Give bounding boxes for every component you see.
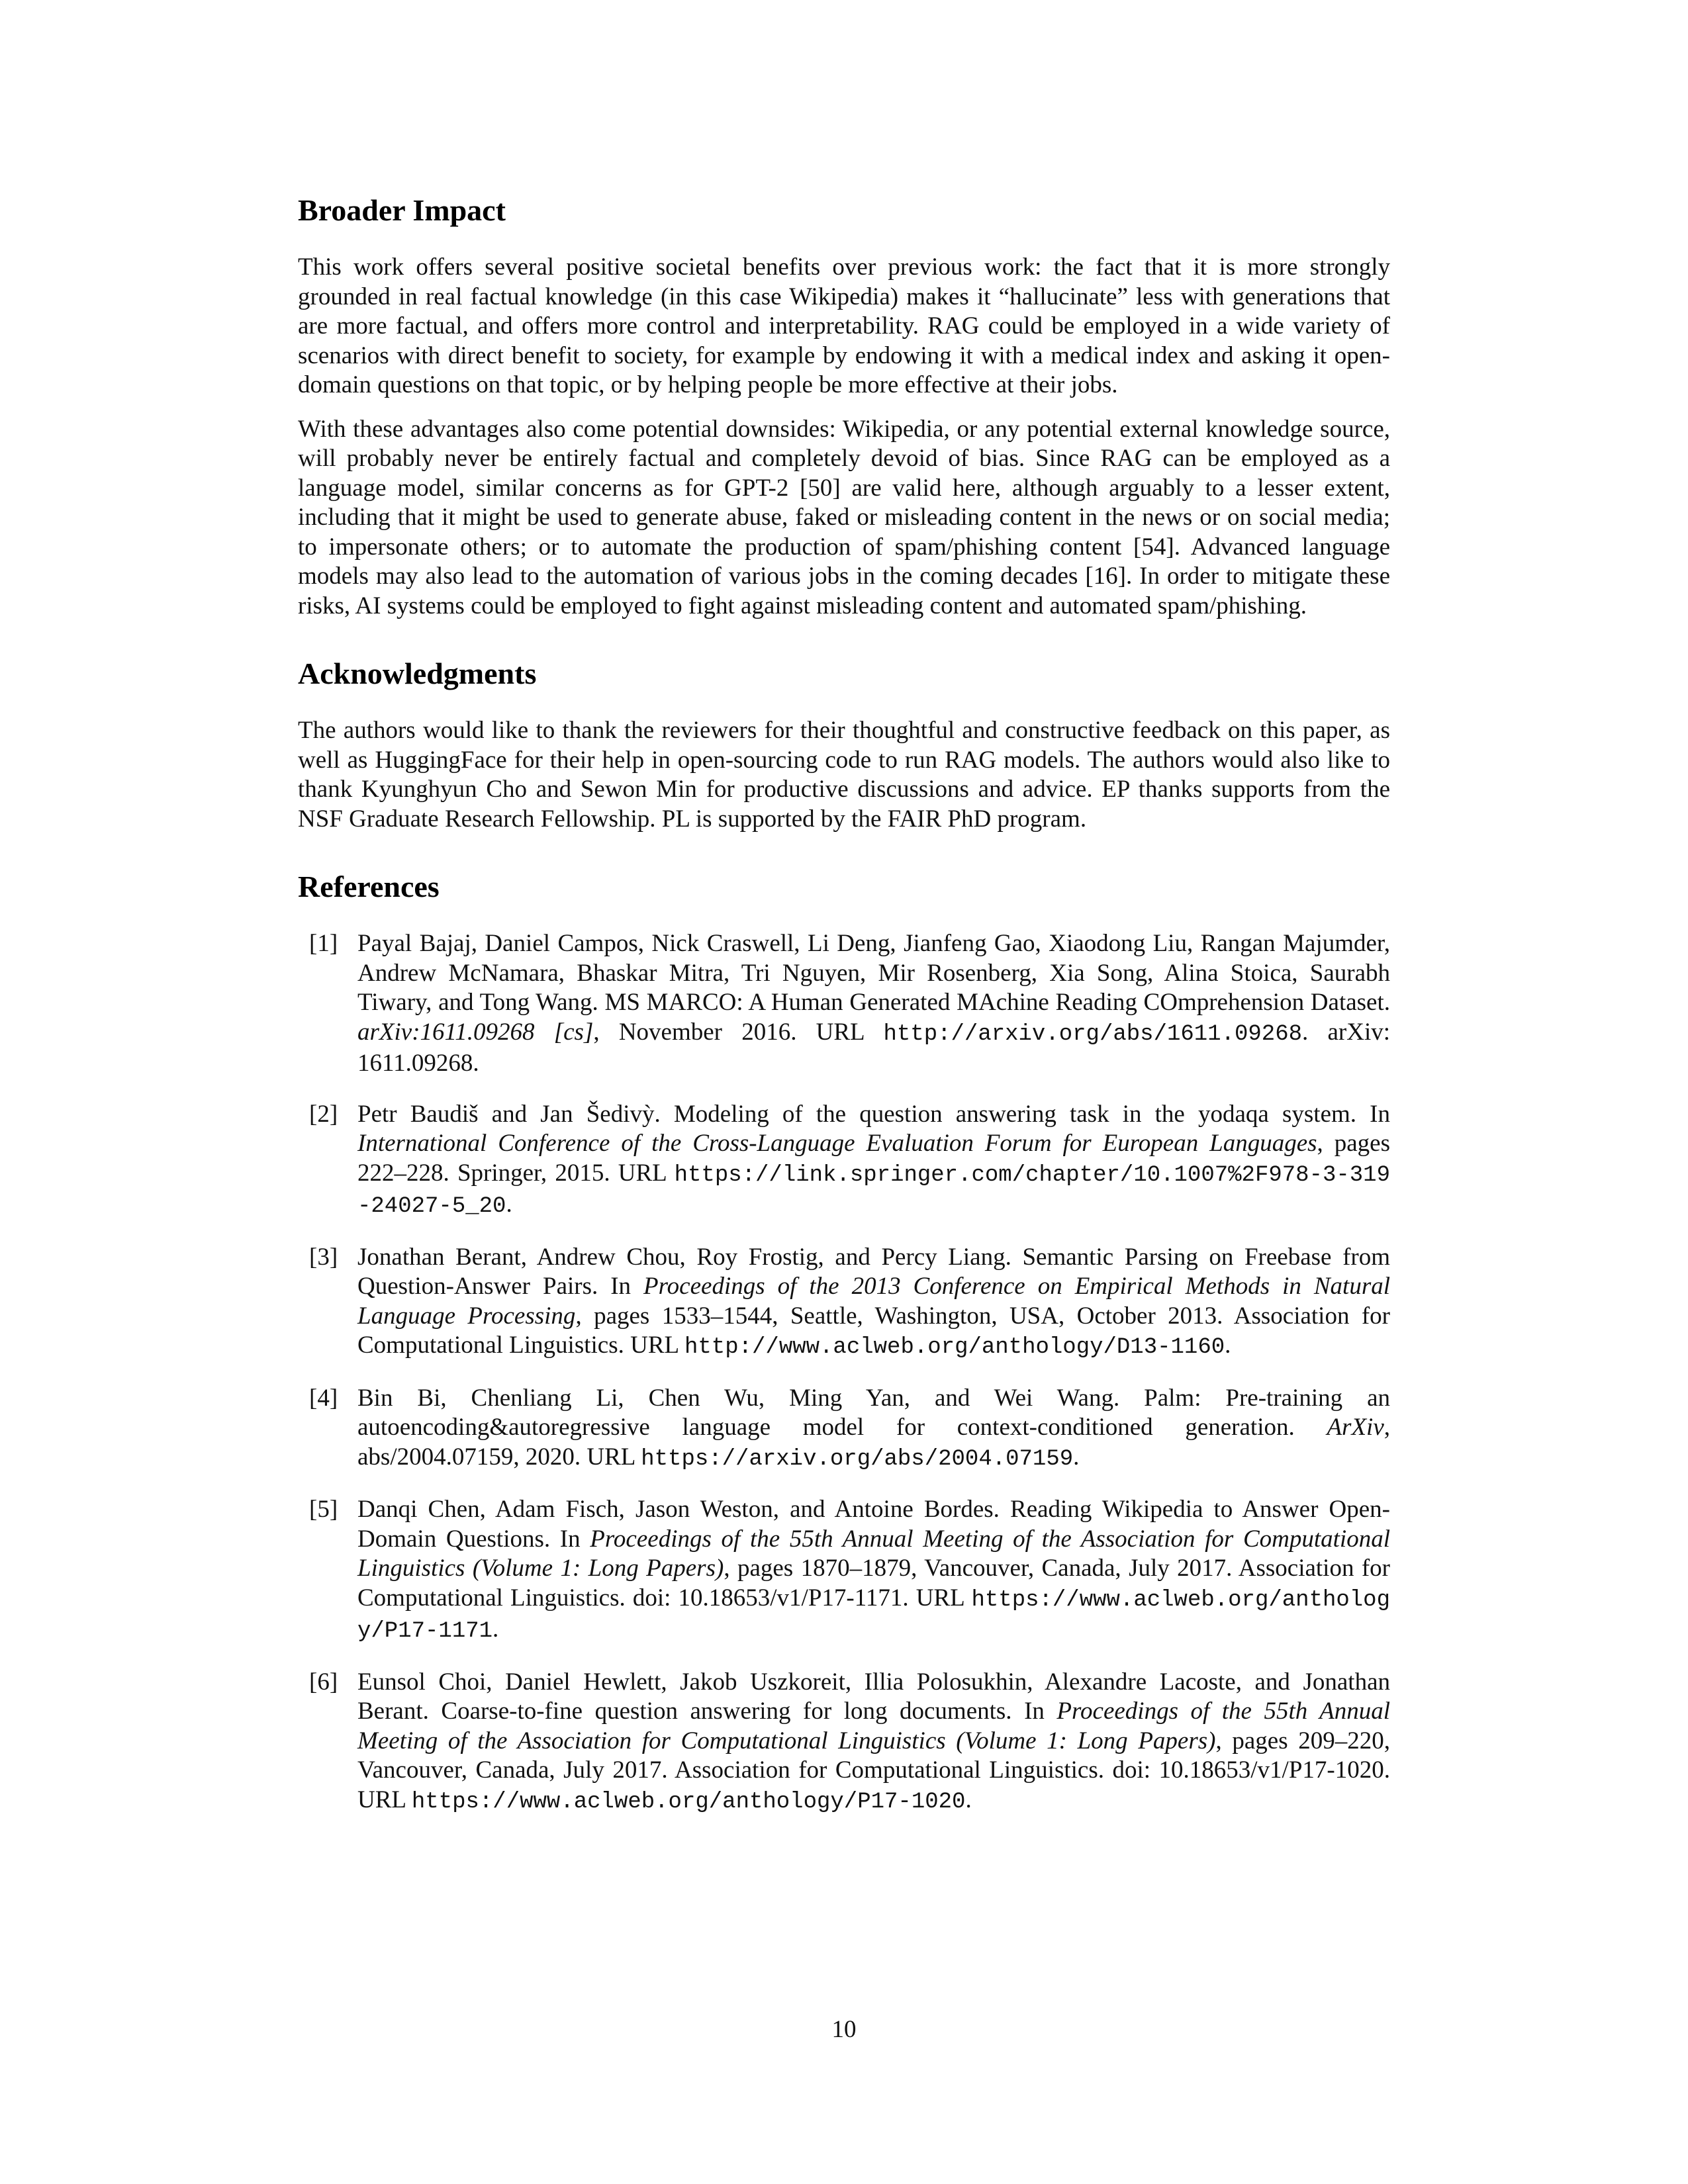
reference-url-link[interactable]: https://arxiv.org/abs/2004.07159 <box>641 1446 1074 1472</box>
reference-item <box>298 1384 1390 1475</box>
broader-impact-paragraph-2: With these advantages also come potential downsides: Wikipedia, or any potential external knowledge source, will probably never be entirely factual and completely devoid of bias. Since RAG can be employed as a language model, similar concerns as for GPT-2 [50] are valid here, although arguably to a lesser extent, including that it might be used to generate abuse, faked or misleading content in the news or on social media; to impersonate others; or to automate the production of spam/phishing content [54]. Advanced language models may also lead to the automation of various jobs in the coming decades [16]. In order to mitigate these risks, AI systems could be employed to fight against misleading content and automated spam/phishing. <box>298 415 1390 619</box>
reference-url-link[interactable]: https://link.springer.com/chapter/10.1007%2F978-3-319-24027-5_20 <box>357 1162 1390 1219</box>
reference-number: [6] <box>309 1668 338 1696</box>
reference-details: , pages 1533–1544, Seattle, Washington, USA, October 2013. Association for Computational Linguistics. URL <box>357 1302 1390 1359</box>
reference-number: [5] <box>309 1496 338 1523</box>
reference-tail: . <box>965 1786 972 1813</box>
reference-tail: . arXiv: 1611.09268. <box>357 1018 1390 1077</box>
reference-tail: . <box>506 1191 512 1218</box>
paper-page <box>298 192 1390 1851</box>
reference-url-link[interactable]: https://www.aclweb.org/anthology/P17-1020 <box>411 1789 966 1815</box>
reference-url-link[interactable]: https://www.aclweb.org/anthology/P17-1171 <box>357 1587 1390 1644</box>
reference-venue: Proceedings of the 55th Annual Meeting of the Association for Computational Linguistics (Volume 1: Long Papers) <box>357 1698 1390 1754</box>
broader-impact-paragraph-1: This work offers several positive societal benefits over previous work: the fact that it is more strongly grounded in real factual knowledge (in this case Wikipedia) makes it “hallucinate” less with generations that are more factual, and offers more control and interpretability. RAG could be employed in a wide variety of scenarios with direct benefit to society, for example by endowing it with a medical index and asking it open-domain questions on that topic, or by helping people be more effective at their jobs. <box>298 253 1390 398</box>
reference-venue: arXiv:1611.09268 [cs] <box>357 1018 594 1046</box>
reference-authors-title: Bin Bi, Chenliang Li, Chen Wu, Ming Yan, and Wei Wang. Palm: Pre-training an autoencoding&autoregressive language model for context-conditioned generation. <box>357 1384 1390 1441</box>
reference-authors-title: Payal Bajaj, Daniel Campos, Nick Craswell, Li Deng, Jianfeng Gao, Xiaodong Liu, Rangan Majumder, Andrew McNamara, Bhaskar Mitra, Tri Nguyen, Mir Rosenberg, Xia Song, Alina Stoica, Saurabh Tiwary, and Tong Wang. MS MARCO: A Human Generated MAchine Reading COmprehension Dataset. <box>357 930 1390 1016</box>
reference-item <box>298 1495 1390 1647</box>
acknowledgments-paragraph: The authors would like to thank the reviewers for their thoughtful and constructive feedback on this paper, as well as HuggingFace for their help in open-sourcing code to run RAG models. The authors would also like to thank Kyunghyun Cho and Sewon Min for productive discussions and advice. EP thanks supports from the NSF Graduate Research Fellowship. PL is supported by the FAIR PhD program. <box>298 717 1390 833</box>
reference-tail: . <box>492 1615 499 1643</box>
reference-number: [3] <box>309 1243 338 1271</box>
acknowledgments-section <box>298 655 1390 834</box>
reference-venue: Proceedings of the 55th Annual Meeting of the Association for Computational Linguistics (Volume 1: Long Papers) <box>357 1525 1390 1582</box>
reference-url-link[interactable]: http://www.aclweb.org/anthology/D13-1160 <box>684 1335 1225 1360</box>
reference-authors-title: Eunsol Choi, Daniel Hewlett, Jakob Uszkoreit, Illia Polosukhin, Alexandre Lacoste, and Jonathan Berant. Coarse-to-fine question answering for long documents. In <box>357 1668 1390 1725</box>
reference-authors-title: Danqi Chen, Adam Fisch, Jason Weston, and Antoine Bordes. Reading Wikipedia to Answer Open-Domain Questions. In <box>357 1496 1390 1553</box>
broader-impact-heading: Broader Impact <box>298 193 506 227</box>
reference-venue: Proceedings of the 2013 Conference on Empirical Methods in Natural Language Processing <box>357 1273 1390 1330</box>
reference-details: , abs/2004.07159, 2020. URL <box>357 1414 1390 1471</box>
reference-url-link[interactable]: http://arxiv.org/abs/1611.09268 <box>883 1021 1303 1047</box>
reference-item <box>298 1668 1390 1817</box>
reference-number: [2] <box>309 1100 338 1128</box>
reference-number: [1] <box>309 930 338 957</box>
references-heading: References <box>298 870 440 903</box>
reference-venue: International Conference of the Cross-Language Evaluation Forum for European Languages <box>357 1130 1317 1157</box>
reference-item <box>298 1100 1390 1222</box>
reference-item <box>298 1243 1390 1363</box>
page-number: 10 <box>831 2016 857 2043</box>
references-section <box>298 868 1390 1817</box>
reference-number: [4] <box>309 1384 338 1412</box>
acknowledgments-heading: Acknowledgments <box>298 657 537 690</box>
reference-venue: ArXiv <box>1327 1414 1384 1441</box>
reference-item <box>298 929 1390 1079</box>
reference-details: , pages 1870–1879, Vancouver, Canada, July 2017. Association for Computational Linguistics. doi: 10.18653/v1/P17-1171. URL <box>357 1555 1390 1612</box>
reference-authors-title: Jonathan Berant, Andrew Chou, Roy Frostig, and Percy Liang. Semantic Parsing on Freebase from Question-Answer Pairs. In <box>357 1243 1390 1300</box>
broader-impact-section <box>298 192 1390 621</box>
reference-details: , pages 209–220, Vancouver, Canada, July 2017. Association for Computational Linguistics. doi: 10.18653/v1/P17-1020. URL <box>357 1727 1390 1813</box>
reference-list <box>298 929 1390 1817</box>
reference-tail: . <box>1073 1443 1080 1471</box>
reference-authors-title: Petr Baudiš and Jan Šedivỳ. Modeling of the question answering task in the yodaqa system. In <box>357 1100 1390 1128</box>
reference-details: , pages 222–228. Springer, 2015. URL <box>357 1130 1390 1187</box>
reference-tail: . <box>1225 1332 1231 1359</box>
reference-details: , November 2016. URL <box>593 1018 884 1046</box>
